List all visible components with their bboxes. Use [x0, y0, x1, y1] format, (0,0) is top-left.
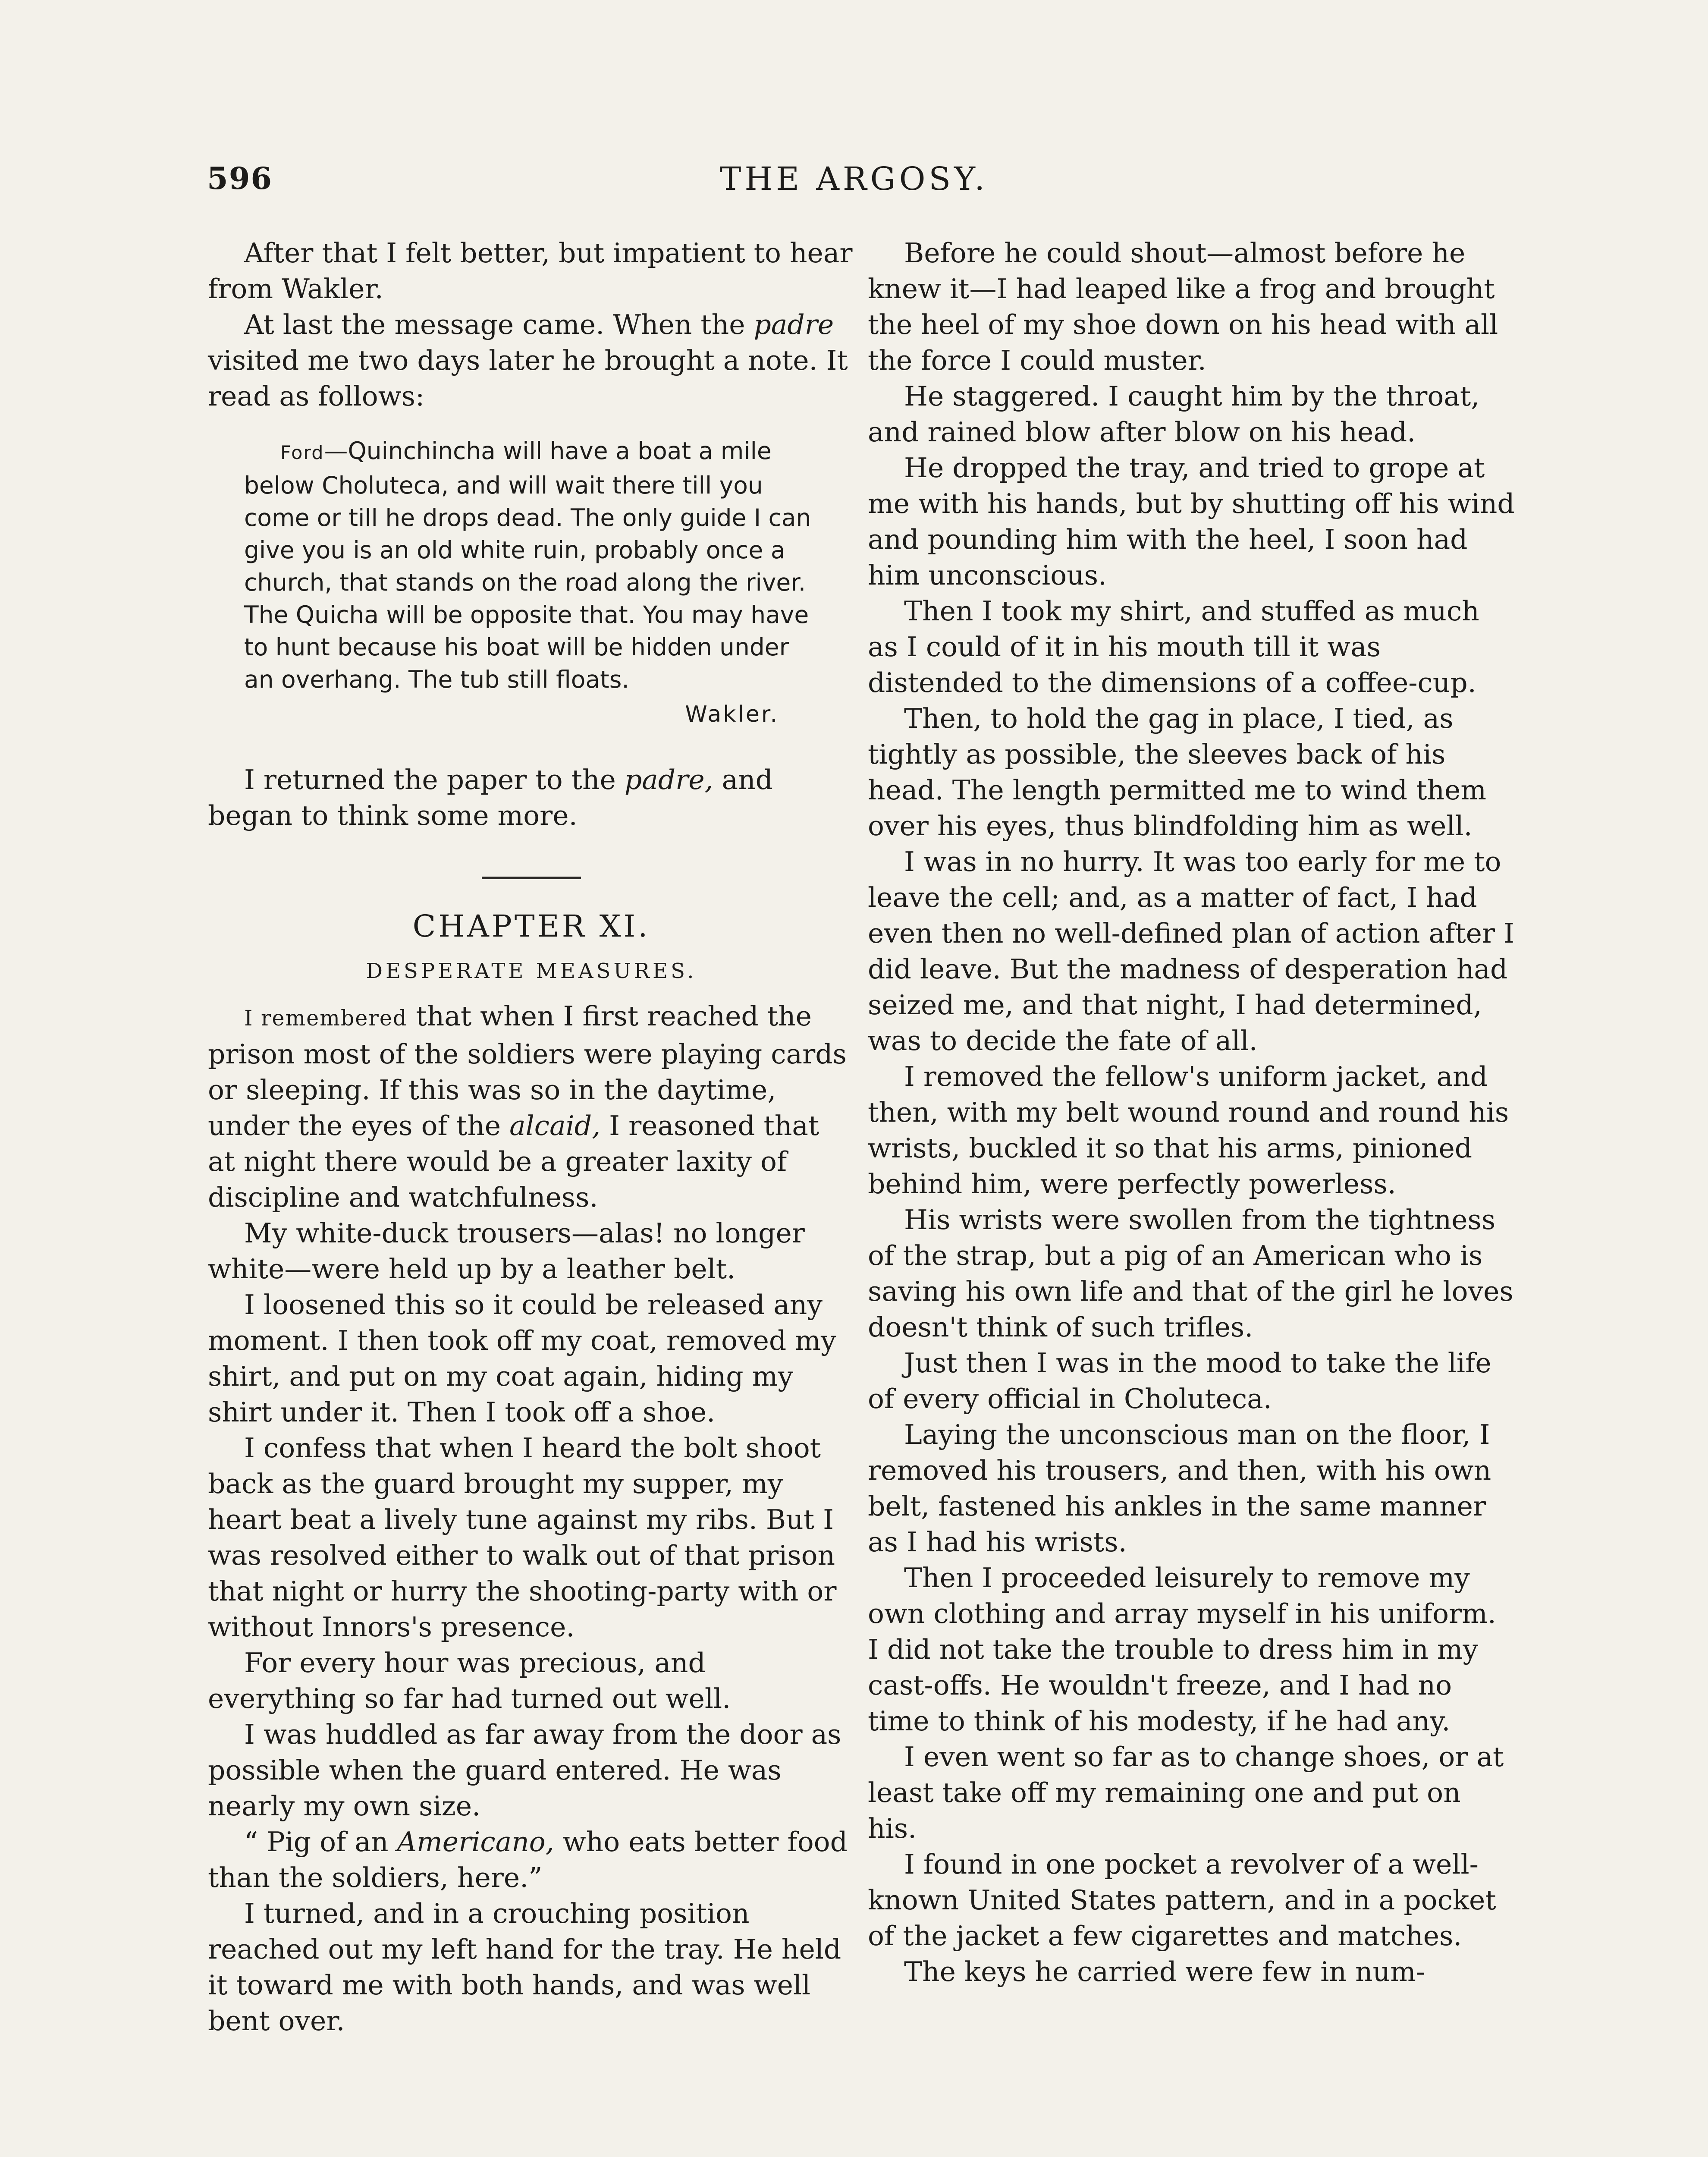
paragraph: At last the message came. When the padre visited me two days later he brought a note. It read as follows: [208, 309, 848, 412]
paragraph: The keys he carried were few in num- [904, 1956, 1425, 1987]
paragraph: He staggered. I caught him by the throat, and rained blow after blow on his head. [868, 380, 1480, 448]
paragraph: His wrists were swollen from the tightness of the strap, but a pig of an American who is saving his own life and that of the girl he loves doesn't think of such trifles. [868, 1204, 1513, 1343]
paragraph: I returned the paper to the padre, and began to think some more. [208, 764, 773, 831]
paragraph: I removed the fellow's uniform jacket, and then, with my belt wound round and round his wrists, buckled it so that his arms, pinioned behind him, were perfectly powerless. [868, 1061, 1509, 1200]
left-column [208, 235, 855, 2039]
paragraph: After that I felt better, but impatient to hear from Wakler. [208, 237, 853, 305]
letter-signature: Wakler. [685, 701, 779, 727]
paragraph: Laying the unconscious man on the floor, I removed his trousers, and then, with his own belt, fastened his ankles in the same manner as I had his wrists. [868, 1419, 1491, 1558]
letter-body: Ford—Quinchincha will have a boat a mile below Choluteca, and will wait there till you come or till he drops dead. The only guide I can give you is an old white ruin, probably once a church, that stands on the road along the river. The Quicha will be opposite that. You may have to hunt because his boat will be hidden under an overhang. The tub still floats. [244, 437, 811, 693]
page-header [207, 160, 1501, 208]
paragraph: He dropped the tray, and tried to grope at me with his hands, but by shutting off his wind and pounding him with the heel, I soon had him unconscious. [868, 452, 1515, 591]
paragraph: Before he could shout—almost before he knew it—I had leaped like a frog and brought the heel of my shoe down on his head with all the force I could muster. [868, 237, 1498, 376]
emphasis: padre [754, 309, 834, 340]
paragraph: I even went so far as to change shoes, or at least take off my remaining one and put on his. [868, 1741, 1504, 1844]
paragraph: I remembered that when I first reached the prison most of the soldiers were playing cards or sleeping. If this was so in the daytime, under the eyes of the alcaid, I reasoned that at night there would be a greater laxity of discipline and watchfulness. [208, 1000, 847, 1213]
paragraph: My white-duck trousers—alas! no longer white—were held up by a leather belt. [208, 1217, 805, 1285]
emphasis: Americano, [397, 1826, 554, 1858]
paragraph: I was in no hurry. It was too early for me to leave the cell; and, as a matter of fact, I had even then no well-defined plan of action after I did leave. But the madness of desperation had seized me, and that night, I had determined, was to decide the fate of all. [868, 846, 1514, 1056]
paragraph: Just then I was in the mood to take the life of every official in Choluteca. [868, 1347, 1491, 1415]
paragraph: I turned, and in a crouching position reached out my left hand for the tray. He held it toward me with both hands, and was well bent over. [208, 1898, 841, 2037]
paragraph: I loosened this so it could be released any moment. I then took off my coat, removed my shirt, and put on my coat again, hiding my shirt under it. Then I took off a shoe. [208, 1289, 836, 1428]
chapter-subtitle: DESPERATE MEASURES. [366, 959, 697, 983]
paragraph: For every hour was precious, and everything so far had turned out well. [208, 1647, 731, 1714]
paragraph: Then I proceeded leisurely to remove my own clothing and array myself in his uniform. I did not take the trouble to dress him in my cast-offs. He wouldn't freeze, and I had no time to think of his modesty, if he had any. [868, 1562, 1496, 1737]
paragraph: I was huddled as far away from the door as possible when the guard entered. He was nearly my own size. [208, 1719, 841, 1822]
paragraph: I confess that when I heard the bolt shoot back as the guard brought my supper, my heart beat a lively tune against my ribs. But I was resolved either to walk out of that prison that night or hurry the shooting-party with or without Innors's presence. [208, 1432, 837, 1643]
letter-addressee: Ford [280, 442, 324, 464]
right-column [868, 235, 1515, 1990]
lead-in-smallcaps: I remembered [244, 1006, 408, 1031]
emphasis: padre, [624, 764, 713, 796]
paragraph: “ Pig of an Americano, who eats better food than the soldiers, here.” [208, 1826, 848, 1893]
section-divider [482, 877, 581, 879]
chapter-title: CHAPTER XI. [412, 909, 650, 944]
paragraph: Then I took my shirt, and stuffed as much as I could of it in his mouth till it was distended to the dimensions of a coffee-cup. [868, 595, 1479, 698]
running-title: THE ARGOSY. [720, 160, 988, 198]
quoted-letter [208, 435, 822, 731]
emphasis: alcaid, [509, 1110, 601, 1141]
paragraph: Then, to hold the gag in place, I tied, as tightly as possible, the sleeves back of his head. The length permitted me to wind them over his eyes, thus blindfolding him as well. [868, 703, 1487, 842]
paragraph: I found in one pocket a revolver of a well-known United States pattern, and in a pocket of the jacket a few cigarettes and matches. [868, 1849, 1496, 1952]
page-number: 596 [207, 160, 273, 196]
